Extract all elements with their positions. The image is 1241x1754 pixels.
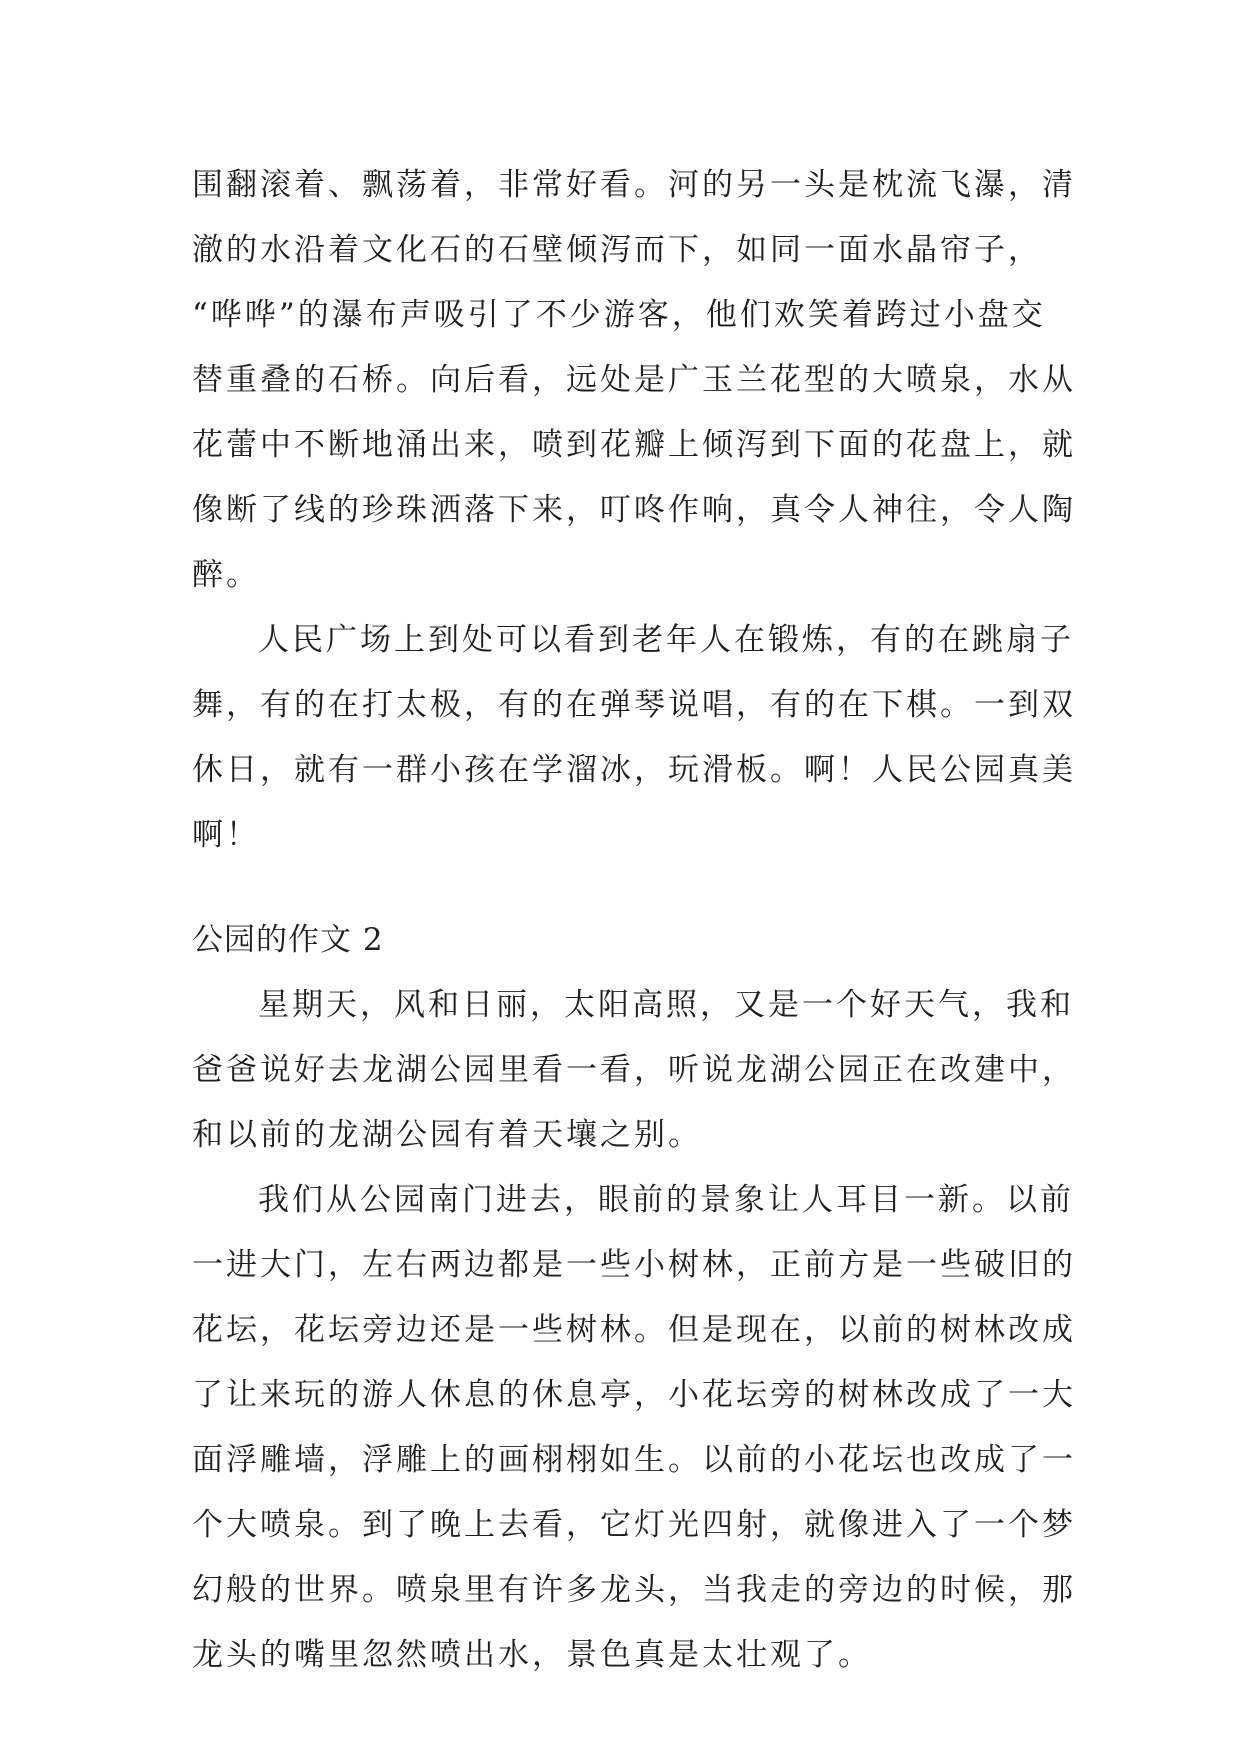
text-line: 个大喷泉。到了晚上去看，它灯光四射，就像进入了一个梦 [192,1507,1076,1543]
text-line: 人民广场上到处可以看到老年人在锻炼，有的在跳扇子 [258,622,1074,658]
text-line: 花蕾中不断地涌出来，喷到花瓣上倾泻到下面的花盘上，就 [192,427,1076,463]
text-line: 幻般的世界。喷泉里有许多龙头，当我走的旁边的时候，那 [192,1572,1076,1608]
text-line: 啊！ [192,817,260,853]
text-line: 和以前的龙湖公园有着天壤之别。 [192,1117,702,1153]
text-line: 我们从公园南门进去，眼前的景象让人耳目一新。以前 [258,1182,1074,1218]
text-line: 星期天，风和日丽，太阳高照，又是一个好天气，我和 [258,987,1074,1023]
text-line: 醉。 [192,557,260,593]
text-line: 了让来玩的游人休息的休息亭，小花坛旁的树林改成了一大 [192,1377,1076,1413]
text-line: “哗哗”的瀑布声吸引了不少游客，他们欢笑着跨过小盘交 [192,297,1046,333]
text-line: 替重叠的石桥。向后看，远处是广玉兰花型的大喷泉，水从 [192,362,1076,398]
text-line: 一进大门，左右两边都是一些小树林，正前方是一些破旧的 [192,1247,1076,1283]
section-heading: 公园的作文 2 [192,922,384,958]
text-line: 面浮雕墙，浮雕上的画栩栩如生。以前的小花坛也改成了一 [192,1442,1076,1478]
text-line: 爸爸说好去龙湖公园里看一看，听说龙湖公园正在改建中， [192,1052,1076,1088]
text-line: 像断了线的珍珠洒落下来，叮咚作响，真令人神往，令人陶 [192,492,1076,528]
text-line: 澈的水沿着文化石的石壁倾泻而下，如同一面水晶帘子， [192,232,1042,268]
text-line: 花坛，花坛旁边还是一些树林。但是现在，以前的树林改成 [192,1312,1076,1348]
text-line: 舞，有的在打太极，有的在弹琴说唱，有的在下棋。一到双 [192,687,1076,723]
text-line: 龙头的嘴里忽然喷出水，景色真是太壮观了。 [192,1637,872,1673]
text-line: 围翻滚着、飘荡着，非常好看。河的另一头是枕流飞瀑，清 [192,167,1076,203]
text-line: 休日，就有一群小孩在学溜冰，玩滑板。啊！人民公园真美 [192,752,1076,788]
